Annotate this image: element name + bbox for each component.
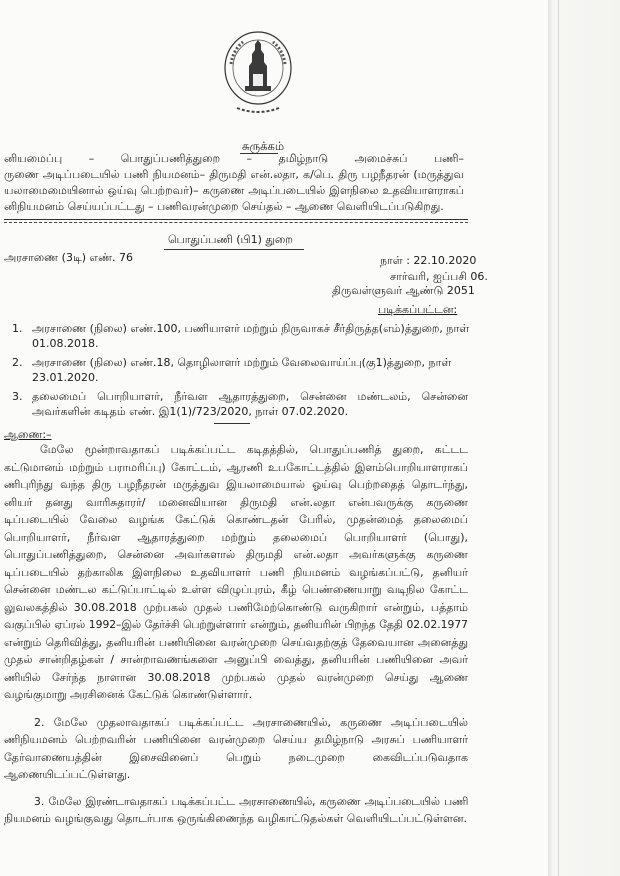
reference-number: 3. xyxy=(12,390,23,403)
reference-text: அரசாணை (நிலை) எண்.100, பணியாளர் மற்றும் நிருவாகச் சீர்திருத்த(எம்)த்துறை, நாள் xyxy=(32,322,470,335)
tamil-calendar-date: சார்வரி, ஐப்பசி 06. xyxy=(390,270,488,283)
order-heading: ஆணை:– xyxy=(4,428,52,441)
paragraph-line: நியமனம் வழங்குவது தொடர்பாக ஒருங்கிணைந்த வழிகாட்டுதல்கள் வெளியிடப்பட்டுள்ளன. xyxy=(4,812,468,825)
reference-text: 23.01.2020. xyxy=(32,371,99,384)
tamil-nadu-emblem xyxy=(223,30,293,118)
reference-text: அவர்களின் கடிதம் எண். இ1(1)/723/2020, நாள் 07.02.2020. xyxy=(32,405,349,418)
paragraph-line: லுவலகத்தில் 30.08.2018 முற்பகல் முதல் பணிமேற்கொண்டு வருகிறார் என்றும், பத்தாம் xyxy=(4,601,468,614)
department-underline xyxy=(164,249,304,250)
paragraph-line: 3. மேலே இரண்டாவதாகப் படிக்கப்பட்ட அரசாணையில், கருணை அடிப்படையில் பணி xyxy=(34,795,468,808)
divider xyxy=(4,219,468,220)
reference-number: 2. xyxy=(12,356,23,369)
summary-line: ருணை அடிப்படையில் பணி நியமனம்– திருமதி என்.லதா, க/பெ. திரு பழநீதரன் (மருத்துவ xyxy=(4,168,464,181)
read-heading: படிக்கப்பட்டன: xyxy=(378,303,458,316)
paragraph-line: மேலே மூன்றாவதாகப் படிக்கப்பட்ட கடிதத்தில், பொதுப்பணித் துறை, கட்டட xyxy=(40,443,468,456)
scan-page-edge xyxy=(548,0,620,876)
summary-line: னியமைப்பு – பொதுப்பணித்துறை – தமிழ்நாடு அமைச்சுப் பணி– xyxy=(4,152,464,165)
department-name: பொதுப்பணி (பி1) துறை xyxy=(168,233,293,246)
paragraph-line: ணியில் சேர்ந்த நாளான 30.08.2018 முற்பகல் முதல் வரன்முறை செய்து ஆணை xyxy=(4,671,468,684)
paragraph-line: டிப்படையில் வேலை வழங்க கேட்டுக் கொண்டதன் பேரில், முதன்மைத் தலைமைப் xyxy=(4,513,468,526)
reference-number: 1. xyxy=(12,322,23,335)
paragraph-line: பொதுப்பணித்துறை, சென்னை அவர்களால் திருமதி என்.லதா அவர்களுக்கு கருணை xyxy=(4,548,468,561)
paragraph-line: வகுப்பில் ஏப்ரல் 1992–இல் தேர்ச்சி பெற்றுள்ளார் என்றும், தனியரின் பிறந்த தேதி 02.02.1977 xyxy=(4,618,468,631)
summary-line: யலாமைமையினால் ஒய்வு பெற்றவர்)– கருணை அடிப்படையில் இளநிலை உதவியாளராகப் xyxy=(4,184,464,197)
paragraph-line: என்றும் தெரிவித்து, தனியரின் பணியினை வரன்முறை செய்வதற்குத் தேவையான அனைத்து xyxy=(4,636,468,649)
paragraph-line: சென்னை மண்டல கட்டுப்பாட்டில் உள்ள விழுப்புரம், கீழ் பெண்ணையாறு வடிநில கோட்ட xyxy=(4,583,468,596)
paragraph-line: தேர்வாணையத்தின் இசைவினைப் பெறும் நடைமுறை கைவிடப்படுவதாக xyxy=(4,751,468,764)
paragraph-line: னியர் தனது வாரிசுதாரர்/ மனைவியான திருமதி என்.லதா என்பவருக்கு கருணை xyxy=(4,496,468,509)
reference-text: தலைமைப் பொறியாளர், நீர்வள ஆதாரத்துறை, சென்னை மண்டலம், சென்னை xyxy=(32,390,468,403)
order-number: அரசாணை (3டி) எண். 76 xyxy=(4,251,134,264)
paragraph-line: வழங்குமாறு அரசினைக் கேட்டுக் கொண்டுள்ளார். xyxy=(4,688,253,701)
reference-text: 01.08.2018. xyxy=(32,337,99,350)
summary-title: சுருக்கம் xyxy=(242,139,285,153)
paragraph-line: டிப்படையில் தற்காலிக இளநிலை உதவியாளர் பணி நியமனம் வழங்கப்பட்டு, தனியர் xyxy=(4,566,468,579)
paragraph-line: ஆணையிடப்பட்டுள்ளது. xyxy=(4,768,131,781)
paragraph-line: கட்டுமானம் மற்றும் பராமரிப்பு) கோட்டம், ஆரணி உபகோட்டத்தில் இளம்பொறியாளராகப் xyxy=(4,461,468,474)
paragraph-line: ணிநியமனம் பெற்றவரின் பணியினை வரன்முறை செய்ய தமிழ்நாடு அரசுப் பணியாளர் xyxy=(4,733,468,746)
divider xyxy=(4,222,468,223)
paragraph-line: ணிபுரிந்து வந்த திரு பழநீதரன் மருத்துவ இயலாமையால் ஓய்வு பெற்றதைத் தொடர்ந்து, xyxy=(4,478,468,491)
thiruvalluvar-year: திருவள்ளுவர் ஆண்டு 2051 xyxy=(332,284,475,297)
order-date: நாள் : 22.10.2020 xyxy=(380,254,477,267)
divider xyxy=(214,423,250,424)
summary-line: னிநியமனம் செய்யப்பட்டது – பணிவரன்முறை செய்தல் – ஆணை வெளியிடப்படுகிறது. xyxy=(4,200,444,213)
paragraph-line: 2. மேலே முதலாவதாகப் படிக்கப்பட்ட அரசாணையில், கருணை அடிப்படையில் xyxy=(34,716,468,729)
reference-text: அரசாணை (நிலை) எண்.18, தொழிலாளர் மற்றும் வேலைவாய்ப்பு(கு1)த்துறை, நாள் xyxy=(32,356,452,369)
paragraph-line: முதல் சான்றிதழ்கள் / சான்றாவணங்களை அனுப்பி வைத்து, தனியரின் பணியினை அவர் xyxy=(4,653,468,666)
paragraph-line: பொறியாளர், நீர்வள ஆதாரத்துறை மற்றும் தலைமைப் பொறியாளர் (பொது), xyxy=(4,531,468,544)
